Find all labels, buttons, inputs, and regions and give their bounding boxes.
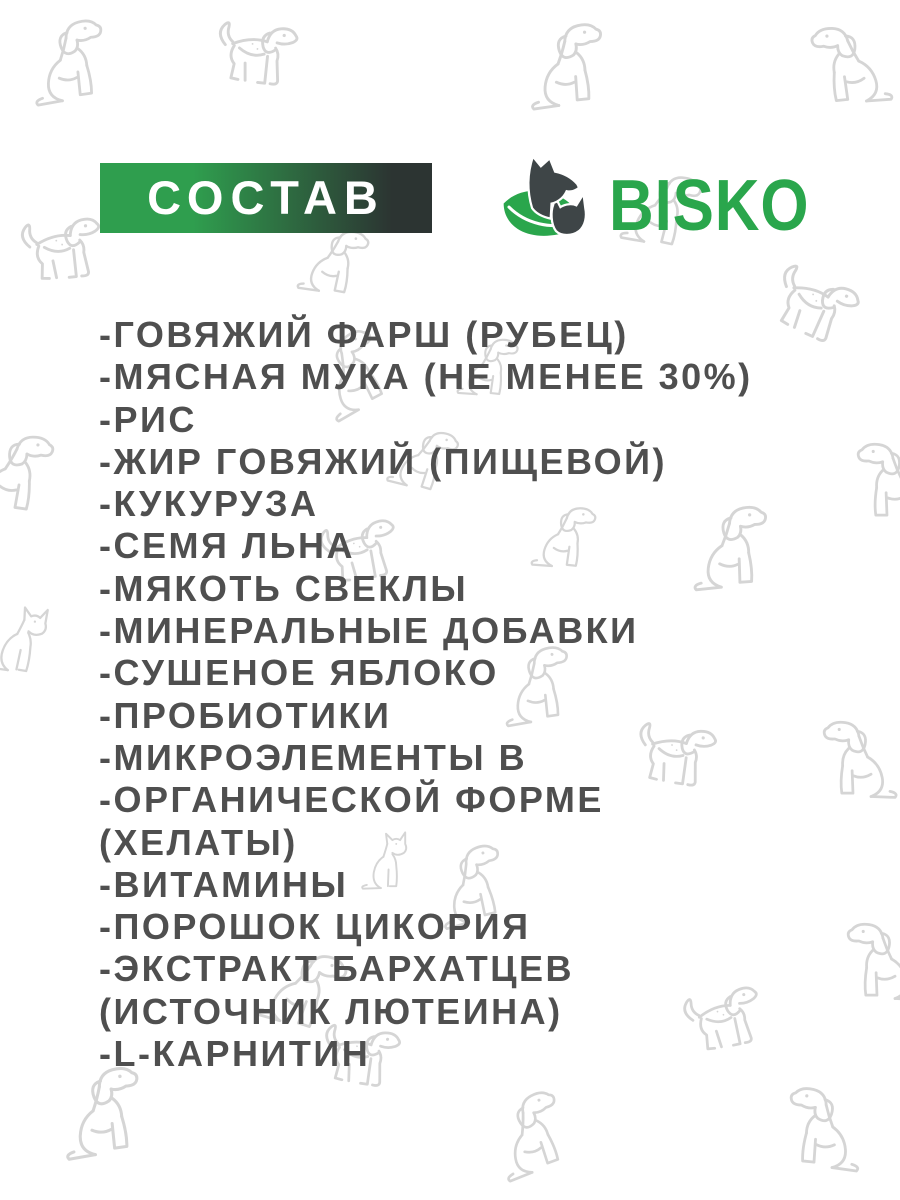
section-title: СОСТАВ [147,170,385,224]
ingredients-list [99,314,839,1075]
ingredient-line: -СЕМЯ ЛЬНА [99,525,355,567]
ingredient-line: -МЯКОТЬ СВЕКЛЫ [99,567,469,609]
ingredient-line: -ГОВЯЖИЙ ФАРШ (РУБЕЦ) [99,314,629,355]
ingredient-line: (ХЕЛАТЫ) [99,821,298,863]
ingredient-line: (ИСТОЧНИК ЛЮТЕИНА) [99,990,563,1032]
ingredient-line: -МЯСНАЯ МУКА (НЕ МЕНЕЕ 30%) [99,356,753,398]
bisko-logo-icon [497,153,599,255]
ingredient-line: -ОРГАНИЧЕСКОЙ ФОРМЕ [99,779,604,821]
ingredient-line: -СУШЕНОЕ ЯБЛОКО [99,652,499,694]
brand-logo [497,150,817,260]
ingredient-line: -РИС [99,398,197,440]
section-title-badge [100,163,432,233]
ingredient-line: -ЖИР ГОВЯЖИЙ (ПИЩЕВОЙ) [99,440,668,482]
ingredient-line: -КУКУРУЗА [99,483,319,525]
ingredient-line: -МИКРОЭЛЕМЕНТЫ В [99,736,528,778]
brand-name: BISKO [609,166,810,246]
ingredient-line: -ПОРОШОК ЦИКОРИЯ [99,906,531,948]
ingredient-line: -ПРОБИОТИКИ [99,694,392,736]
ingredient-line: -МИНЕРАЛЬНЫЕ ДОБАВКИ [99,610,639,652]
ingredient-line: -ЭКСТРАКТ БАРХАТЦЕВ [99,948,575,990]
ingredient-line: -ВИТАМИНЫ [99,863,349,905]
ingredient-line: -L-КАРНИТИН [99,1033,371,1075]
